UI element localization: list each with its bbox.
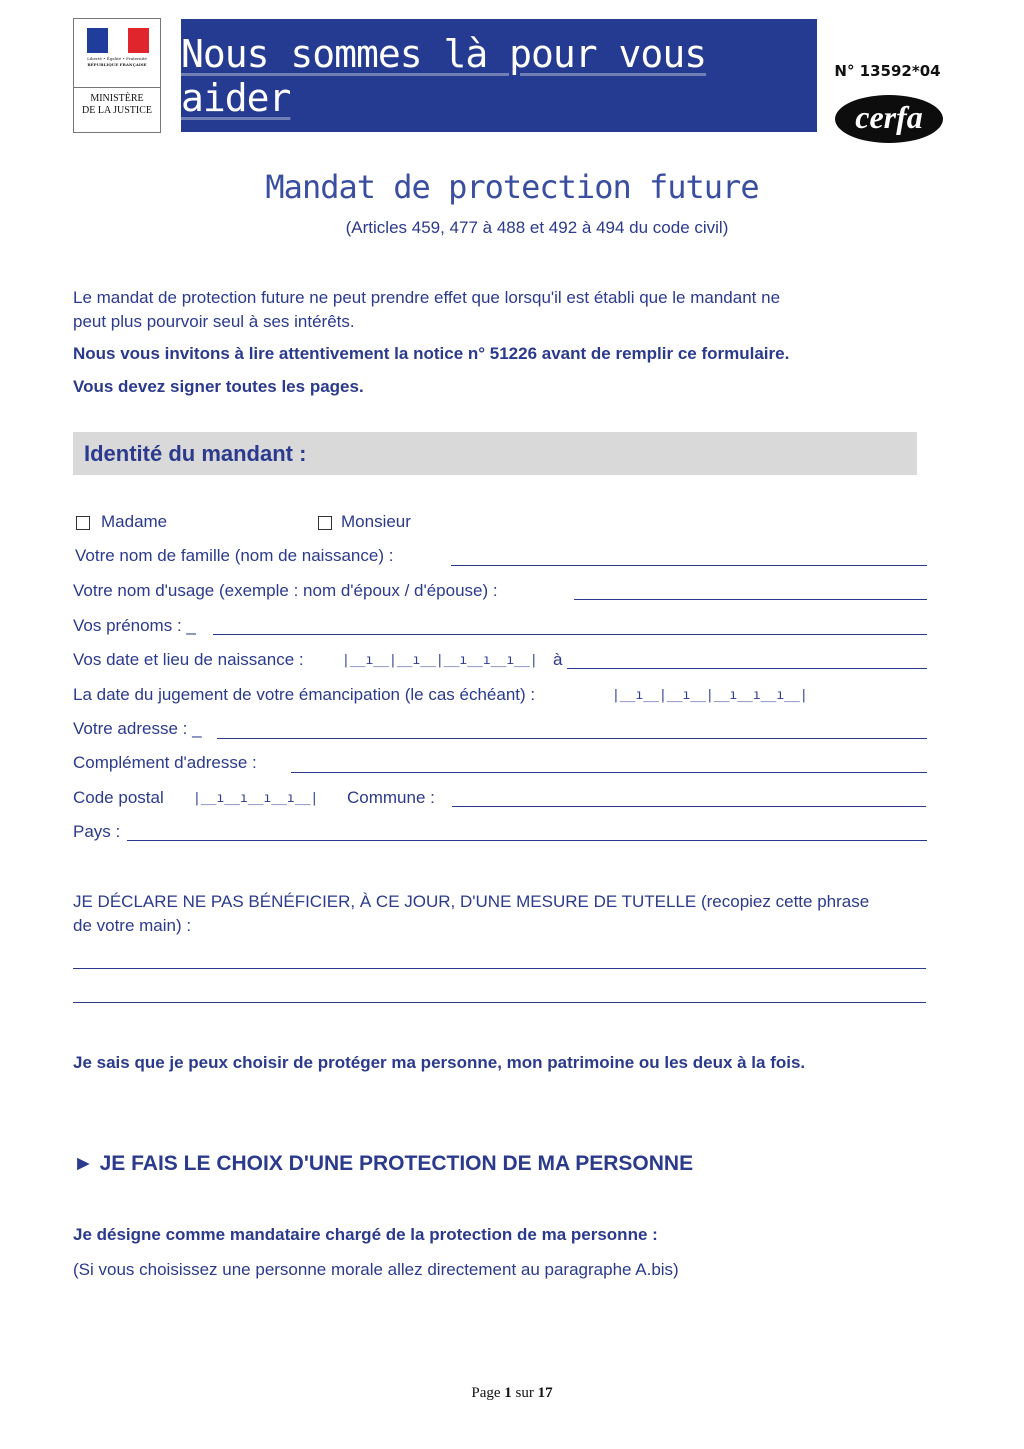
logo-ministry — [74, 93, 160, 117]
family-name-label: Votre nom de famille (nom de naissance) : — [75, 546, 394, 565]
page-prefix: Page — [471, 1385, 501, 1401]
french-flag-icon — [87, 28, 149, 53]
page-current: 1 — [504, 1385, 512, 1401]
madame-option[interactable] — [76, 512, 167, 532]
family-name-field[interactable] — [451, 565, 927, 566]
cerfa-number: N° 13592*04 — [834, 62, 941, 80]
usage-name-field[interactable] — [574, 599, 927, 600]
legal-entity-note: (Si vous choisissez une personne morale allez directement au paragraphe A.bis) — [73, 1260, 679, 1279]
cerfa-logo-text: cerfa — [855, 98, 923, 135]
address-complement-field[interactable] — [291, 772, 927, 773]
intro-line-1: Le mandat de protection future ne peut prendre effet que lorsqu'il est établi que le mandant ne — [73, 288, 781, 307]
emancipation-label: La date du jugement de votre émancipation (le cas échéant) : — [73, 685, 536, 704]
logo-tagline: Liberté • Égalité • Fraternité — [87, 56, 147, 61]
page-number — [0, 1385, 1024, 1402]
birth-place-field[interactable] — [567, 668, 927, 669]
person-protection-heading: ► JE FAIS LE CHOIX D'UNE PROTECTION DE MA PERSONNE — [73, 1152, 694, 1175]
monsieur-label: Monsieur — [341, 512, 411, 531]
logo-ministry-line1: MINISTÈRE — [90, 93, 144, 104]
declaration-text — [73, 890, 953, 938]
birth-date-field[interactable]: |__ı__|__ı__|__ı__ı__ı__| — [342, 653, 538, 668]
header-banner — [181, 19, 817, 132]
address-label: Votre adresse : _ — [73, 719, 202, 738]
postal-code-field[interactable]: |__ı__ı__ı__ı__| — [193, 791, 319, 806]
declaration-handwriting-line-1[interactable] — [73, 968, 926, 969]
notice-instruction: Nous vous invitons à lire attentivement la notice n° 51226 avant de remplir ce formulaire. — [73, 344, 790, 363]
intro-line-2: peut plus pourvoir seul à ses intérêts. — [73, 312, 355, 331]
document-subtitle: (Articles 459, 477 à 488 et 492 à 494 du code civil) — [345, 218, 729, 237]
country-label: Pays : — [73, 822, 121, 841]
country-field[interactable] — [127, 840, 927, 841]
page-total: 17 — [537, 1385, 553, 1401]
sign-instruction: Vous devez signer toutes les pages. — [73, 377, 364, 396]
declaration-handwriting-line-2[interactable] — [73, 1002, 926, 1003]
first-names-label: Vos prénoms : _ — [73, 616, 196, 635]
identity-section-header — [73, 432, 917, 475]
ministry-logo — [73, 18, 161, 133]
usage-name-label: Votre nom d'usage (exemple : nom d'époux / d'épouse) : — [73, 581, 498, 600]
choice-info: Je sais que je peux choisir de protéger ma personne, mon patrimoine ou les deux à la fois. — [73, 1053, 806, 1072]
city-label: Commune : — [347, 788, 435, 807]
cerfa-logo — [835, 95, 943, 143]
madame-checkbox[interactable] — [76, 516, 90, 530]
identity-section-title: Identité du mandant : — [84, 440, 307, 466]
address-field[interactable] — [217, 738, 927, 739]
logo-ministry-line2: DE LA JUSTICE — [82, 105, 152, 116]
birth-date-label: Vos date et lieu de naissance : — [73, 650, 304, 669]
birth-place-separator: à — [553, 650, 563, 669]
emancipation-date-field[interactable]: |__ı__|__ı__|__ı__ı__ı__| — [612, 688, 808, 703]
declaration-line-2: de votre main) : — [73, 916, 192, 935]
logo-divider — [74, 87, 160, 88]
city-field[interactable] — [452, 806, 926, 807]
intro-paragraph — [73, 286, 933, 334]
first-names-field[interactable] — [213, 634, 927, 635]
declaration-line-1: JE DÉCLARE NE PAS BÉNÉFICIER, À CE JOUR, D'UNE MESURE DE TUTELLE (recopiez cette phrase — [73, 892, 870, 911]
logo-republic: RÉPUBLIQUE FRANÇAISE — [87, 62, 147, 67]
page-mid: sur — [515, 1385, 534, 1401]
document-title: Mandat de protection future — [265, 168, 759, 206]
monsieur-option[interactable] — [318, 512, 411, 532]
monsieur-checkbox[interactable] — [318, 516, 332, 530]
designate-mandatary: Je désigne comme mandataire chargé de la protection de ma personne : — [73, 1225, 658, 1244]
postal-code-label: Code postal — [73, 788, 164, 807]
madame-label: Madame — [101, 512, 168, 531]
address-complement-label: Complément d'adresse : — [73, 753, 257, 772]
banner-text: Nous sommes là pour vous aider — [181, 31, 707, 120]
